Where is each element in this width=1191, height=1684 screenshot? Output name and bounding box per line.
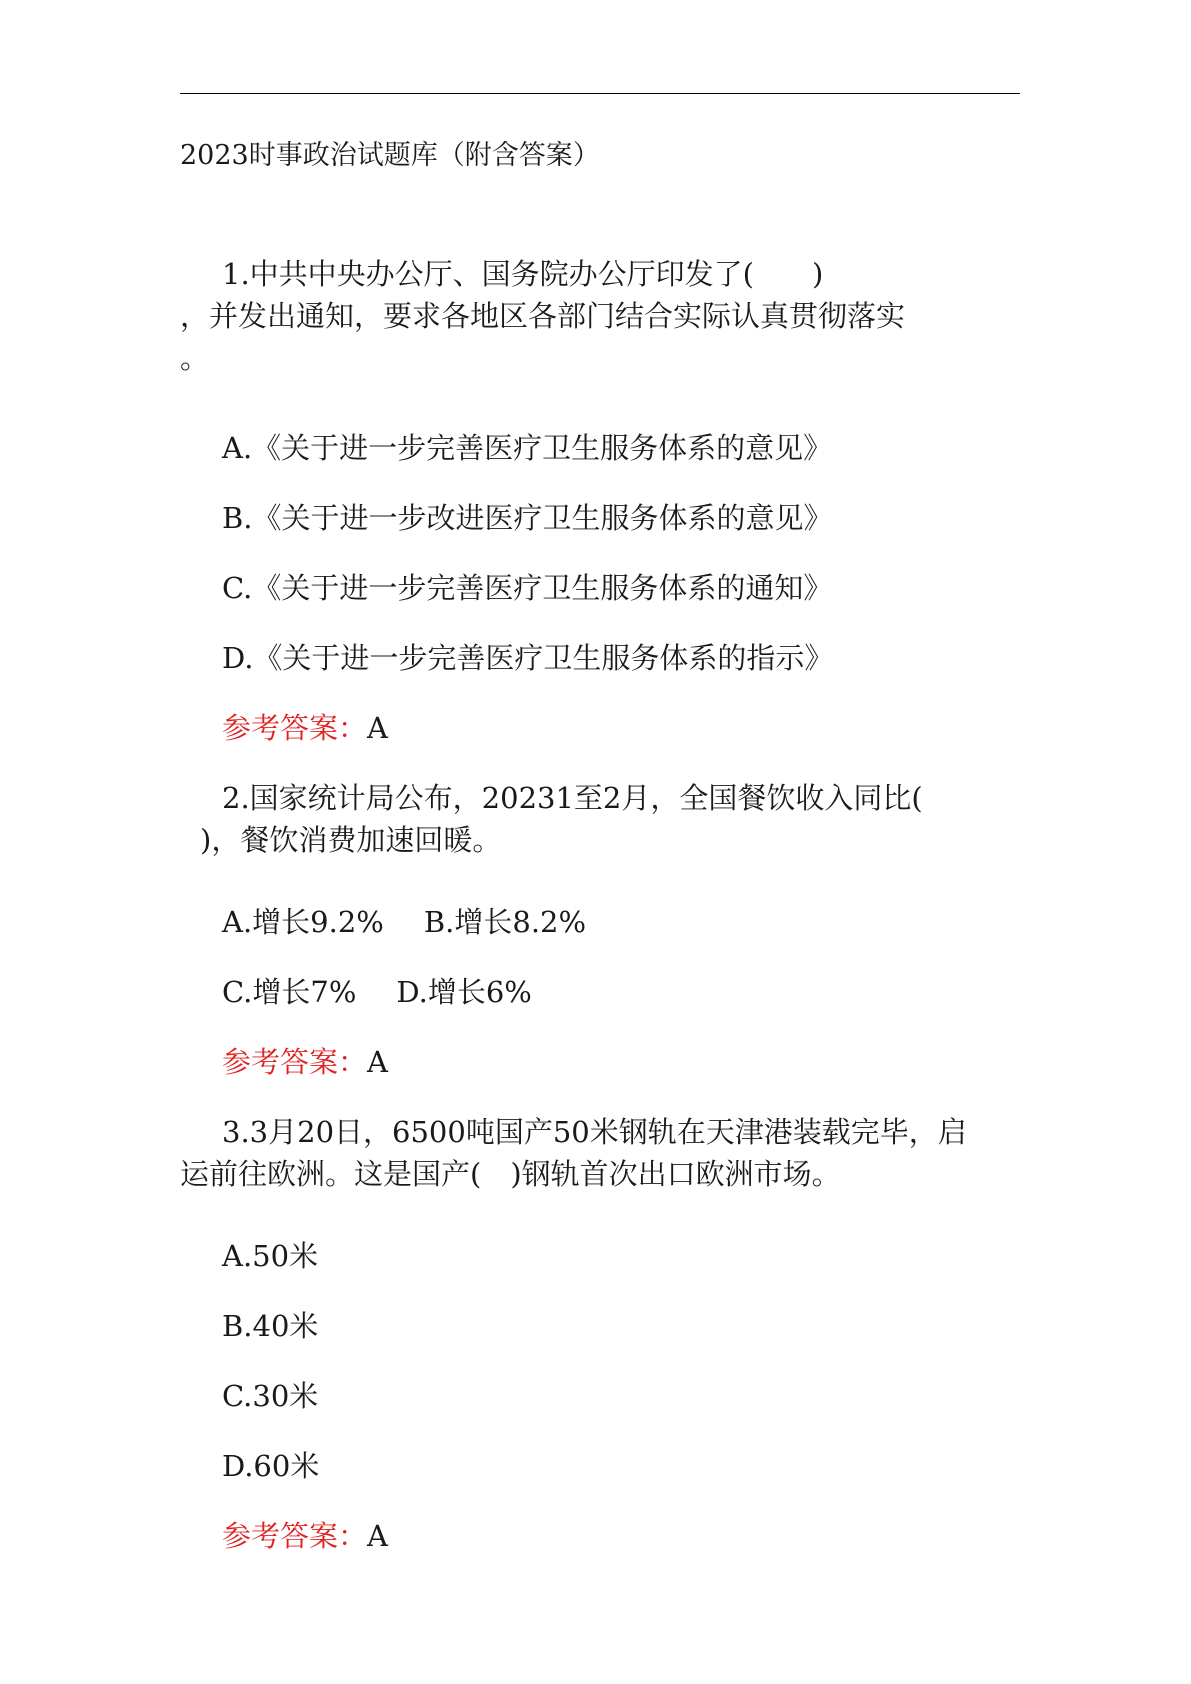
q3-stem-line-2: 运前往欧洲。这是国产( )钢轨首次出口欧洲市场。 [180, 1157, 841, 1191]
answer-value: A [367, 1519, 388, 1553]
q1-stem-line-3: 。 [180, 341, 210, 375]
q1-stem-line-1: 1.中共中央办公厅、国务院办公厅印发了( ) [222, 257, 824, 291]
answer-label: 参考答案： [222, 1045, 368, 1079]
answer-label: 参考答案： [222, 1519, 368, 1553]
q3-answer [222, 1516, 388, 1556]
q1-option-a: A.《关于进一步完善医疗卫生服务体系的意见》 [222, 431, 833, 465]
q2-option-a: A.增长9.2% [222, 905, 384, 939]
q1-stem-line-2: ，并发出通知，要求各地区各部门结合实际认真贯彻落实 [180, 299, 906, 333]
q3-option-c: C.30米 [222, 1379, 319, 1413]
q2-options-row-2 [222, 972, 532, 1012]
header-rule [180, 93, 1020, 94]
q1-option-d: D.《关于进一步完善医疗卫生服务体系的指示》 [222, 641, 834, 675]
answer-label: 参考答案： [222, 711, 368, 745]
q3-option-a: A.50米 [222, 1239, 319, 1273]
q2-option-c: C.增长7% [222, 975, 357, 1009]
q2-stem-line-2: )，餐饮消费加速回暖。 [200, 823, 502, 857]
q1-answer [222, 708, 388, 748]
document-title: 2023时事政治试题库（附含答案） [180, 140, 600, 171]
q2-answer [222, 1042, 388, 1082]
answer-value: A [367, 711, 388, 745]
q1-option-b: B.《关于进一步改进医疗卫生服务体系的意见》 [222, 501, 833, 535]
q2-option-b: B.增长8.2% [423, 905, 587, 939]
q2-option-d: D.增长6% [396, 975, 532, 1009]
q2-options-row-1 [222, 902, 586, 942]
answer-value: A [367, 1045, 388, 1079]
q3-option-d: D.60米 [222, 1449, 320, 1483]
q3-option-b: B.40米 [222, 1309, 319, 1343]
q3-stem-line-1: 3.3月20日，6500吨国产50米钢轨在天津港装载完毕，启 [222, 1115, 967, 1149]
q2-stem-line-1: 2.国家统计局公布，20231至2月，全国餐饮收入同比( [222, 781, 923, 815]
q1-option-c: C.《关于进一步完善医疗卫生服务体系的通知》 [222, 571, 833, 605]
